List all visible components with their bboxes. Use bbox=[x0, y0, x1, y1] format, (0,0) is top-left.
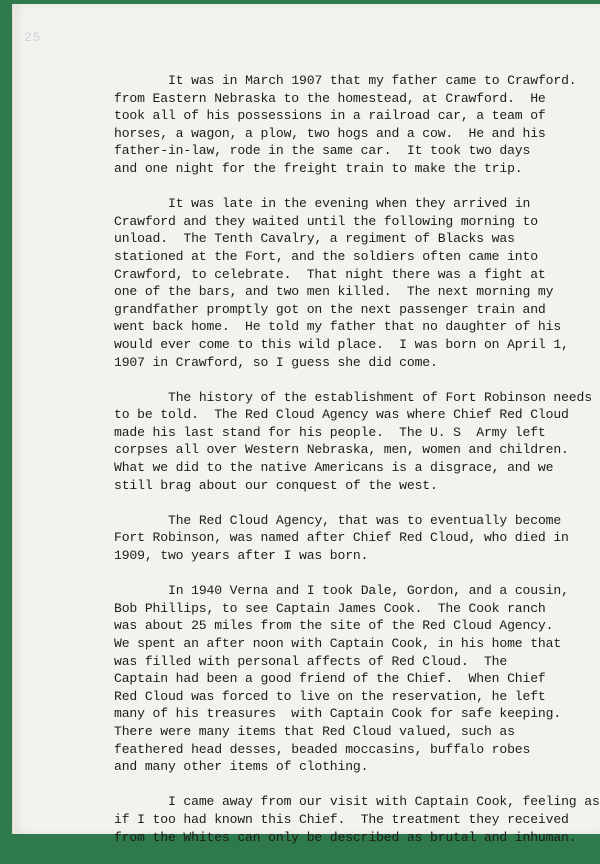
text-line: 1907 in Crawford, so I guess she did come. bbox=[114, 354, 438, 370]
text-line: The Red Cloud Agency, that was to eventually become bbox=[168, 512, 562, 528]
page-number: 25 bbox=[24, 30, 42, 45]
text-line: from the Whites can only be described as brutal and inhuman. bbox=[114, 829, 577, 845]
text-line: father-in-law, rode in the same car. It took two days bbox=[114, 143, 531, 159]
text-line: grandfather promptly got on the next passenger train and bbox=[114, 301, 546, 317]
text-line: unload. The Tenth Cavalry, a regiment of Blacks was bbox=[114, 231, 515, 247]
text-line: horses, a wagon, a plow, two hogs and a cow. He and his bbox=[114, 125, 546, 141]
paragraph-5 bbox=[114, 582, 584, 776]
text-line: It was in March 1907 that my father came to Crawford. bbox=[168, 73, 577, 88]
text-line: The history of the establishment of Fort Robinson needs bbox=[168, 389, 592, 405]
text-line: from Eastern Nebraska to the homestead, at Crawford. He bbox=[114, 90, 546, 106]
text-line: went back home. He told my father that no daughter of his bbox=[114, 319, 562, 335]
text-line: and one night for the freight train to make the trip. bbox=[114, 160, 523, 176]
text-line: Bob Phillips, to see Captain James Cook. The Cook ranch bbox=[114, 600, 546, 616]
text-line: Crawford, to celebrate. That night there was a fight at bbox=[114, 266, 546, 282]
text-line: took all of his possessions in a railroad car, a team of bbox=[114, 108, 546, 124]
body-text bbox=[114, 72, 600, 864]
paragraph-6 bbox=[114, 793, 600, 846]
paragraph-4 bbox=[114, 512, 584, 565]
text-line: would ever come to this wild place. I was born on April 1, bbox=[114, 336, 569, 352]
text-line: was about 25 miles from the site of the Red Cloud Agency. bbox=[114, 618, 554, 634]
text-line: I came away from our visit with Captain Cook, feeling as bbox=[168, 794, 600, 810]
text-line: many of his treasures with Captain Cook for safe keeping. bbox=[114, 706, 562, 722]
text-line: Captain had been a good friend of the Chief. When Chief bbox=[114, 671, 546, 687]
text-line: corpses all over Western Nebraska, men, women and children. bbox=[114, 442, 569, 458]
text-line: There were many items that Red Cloud valued, such as bbox=[114, 723, 515, 739]
text-line: What we did to the native Americans is a disgrace, and we bbox=[114, 460, 554, 476]
text-line: still brag about our conquest of the west. bbox=[114, 477, 438, 493]
text-line: Red Cloud was forced to live on the reservation, he left bbox=[114, 688, 546, 704]
page-edge-shadow bbox=[12, 4, 15, 834]
text-line: was filled with personal affects of Red Cloud. The bbox=[114, 653, 508, 669]
text-line: to be told. The Red Cloud Agency was where Chief Red Cloud bbox=[114, 407, 569, 423]
text-line: We spent an after noon with Captain Cook, in his home that bbox=[114, 636, 562, 651]
text-line: feathered head desses, beaded moccasins, buffalo robes bbox=[114, 741, 531, 757]
text-line: and many other items of clothing. bbox=[114, 759, 369, 775]
text-line: one of the bars, and two men killed. The next morning my bbox=[114, 284, 554, 300]
paragraph-2 bbox=[114, 195, 584, 371]
text-line: if I too had known this Chief. The treatment they received bbox=[114, 811, 569, 827]
text-line: Fort Robinson, was named after Chief Red Cloud, who died in bbox=[114, 530, 569, 546]
paragraph-3 bbox=[114, 389, 592, 495]
text-line: made his last stand for his people. The U. S Army left bbox=[114, 424, 546, 440]
text-line: In 1940 Verna and I took Dale, Gordon, and a cousin, bbox=[168, 583, 569, 599]
text-line: stationed at the Fort, and the soldiers often came into bbox=[114, 248, 538, 264]
text-line: 1909, two years after I was born. bbox=[114, 548, 369, 564]
text-line: Crawford and they waited until the following morning to bbox=[114, 213, 538, 229]
text-line: It was late in the evening when they arrived in bbox=[168, 196, 531, 212]
paragraph-1 bbox=[114, 72, 584, 178]
